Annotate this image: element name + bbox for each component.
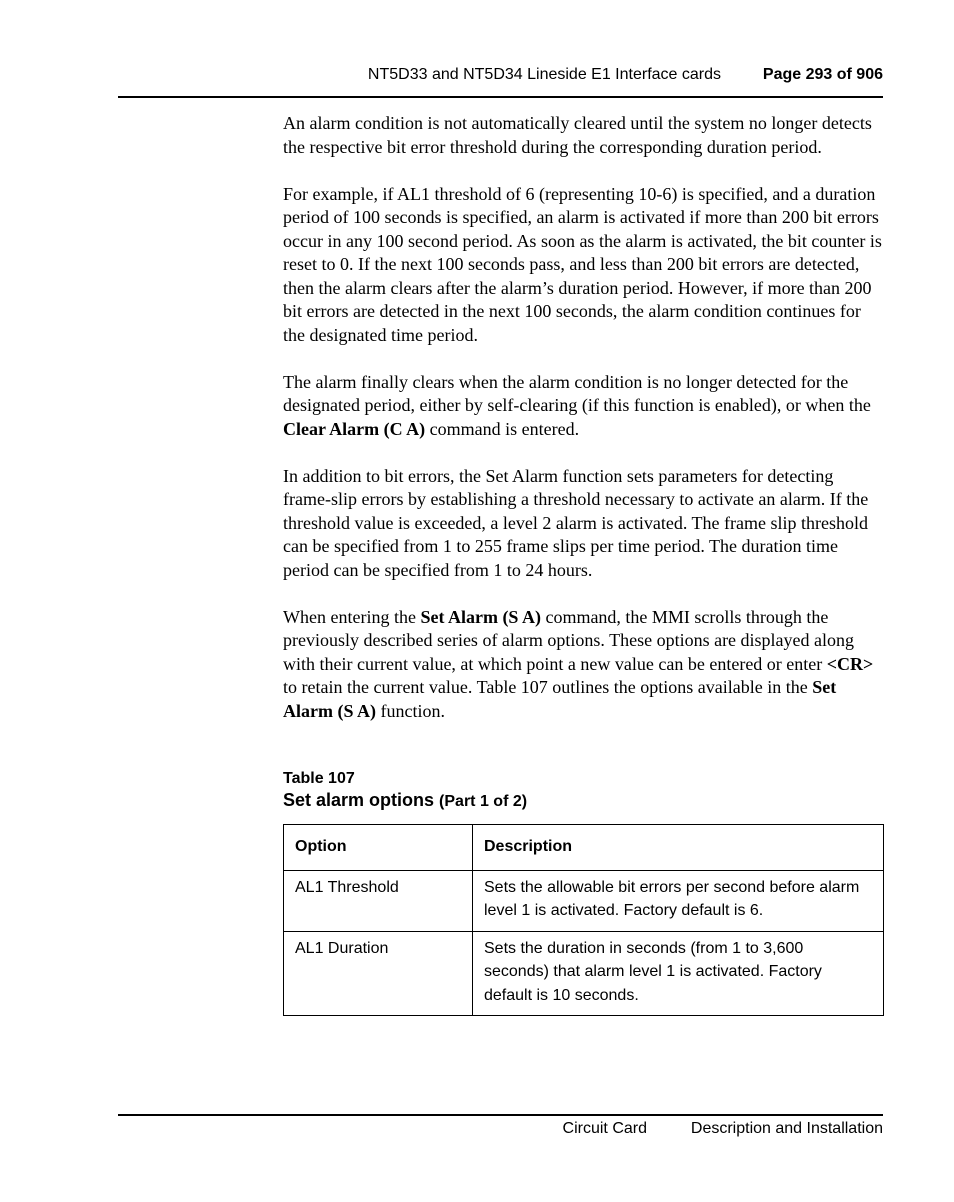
- table-header-row: [284, 825, 884, 871]
- set-alarm-command: Set Alarm (S A): [420, 606, 541, 627]
- document-title: NT5D33 and NT5D34 Lineside E1 Interface cards: [367, 66, 721, 83]
- description-cell: Sets the allowable bit errors per second before alarm level 1 is activated. Factory default is 6.: [473, 870, 884, 931]
- footer-left: Circuit Card: [562, 1120, 647, 1137]
- footer-right: Description and Installation: [690, 1120, 883, 1137]
- option-cell: AL1 Duration: [284, 931, 473, 1016]
- body-text: [283, 112, 883, 747]
- table-part: (Part 1 of 2): [439, 793, 528, 810]
- paragraph-5: [283, 606, 883, 724]
- alarm-options-table: [283, 824, 884, 1016]
- table-number: Table 107: [283, 770, 355, 787]
- set-alarm-function: Set Alarm (S A): [283, 677, 837, 721]
- table-title-text: Set alarm options: [283, 790, 435, 810]
- cr-key: <CR>: [826, 653, 874, 674]
- table-row: [284, 870, 884, 931]
- column-header-option: Option: [284, 825, 473, 871]
- option-cell: AL1 Threshold: [284, 870, 473, 931]
- paragraph-3-text-a: The alarm finally clears when the alarm condition is no longer detected for the designated period, either by self-clearing (if this function is enabled), or when the: [283, 371, 871, 415]
- page-header: [118, 66, 883, 98]
- clear-alarm-command: Clear Alarm (C A): [283, 418, 426, 439]
- paragraph-1: An alarm condition is not automatically cleared until the system no longer detects the respective bit error threshold during the corresponding duration period.: [283, 113, 872, 157]
- paragraph-3-text-c: command is entered.: [425, 418, 580, 439]
- paragraph-5-text-a: When entering the: [283, 606, 421, 627]
- description-cell: Sets the duration in seconds (from 1 to 3,600 seconds) that alarm level 1 is activated. Factory default is 10 seconds.: [473, 931, 884, 1016]
- paragraph-5-text-e: to retain the current value. Table 107 outlines the options available in the: [283, 677, 813, 697]
- table-title: [283, 789, 527, 813]
- paragraph-4: In addition to bit errors, the Set Alarm function sets parameters for detecting frame-slip errors by establishing a threshold necessary to activate an alarm. If the threshold value is exceeded, a level 2 alarm is activated. The frame slip threshold can be specified from 1 to 255 frame slips per time period. The duration time period can be specified from 1 to 24 hours.: [283, 465, 869, 580]
- table-caption: [283, 768, 527, 813]
- paragraph-5-text-g: function.: [376, 700, 445, 721]
- paragraph-3: [283, 371, 883, 442]
- page-number: Page 293 of 906: [762, 66, 883, 83]
- table-row: [284, 931, 884, 1016]
- paragraph-5-text-c: command, the MMI scrolls through the previously described series of alarm options. These options are displayed along with their current value, at which point a new value can be entered or enter: [283, 606, 855, 674]
- column-header-description: Description: [473, 825, 884, 871]
- paragraph-2: For example, if AL1 threshold of 6 (representing 10-6) is specified, and a duration period of 100 seconds is specified, an alarm is activated if more than 200 bit errors occur in any 100 second period. As soon as the alarm is activated, the bit counter is reset to 0. If the next 100 seconds pass, and less than 200 bit errors are detected, then the alarm clears after the alarm’s duration period. However, if more than 200 bit errors are detected in the next 100 seconds, the alarm condition continues for the designated time period.: [283, 183, 882, 345]
- page-footer: [118, 1114, 883, 1137]
